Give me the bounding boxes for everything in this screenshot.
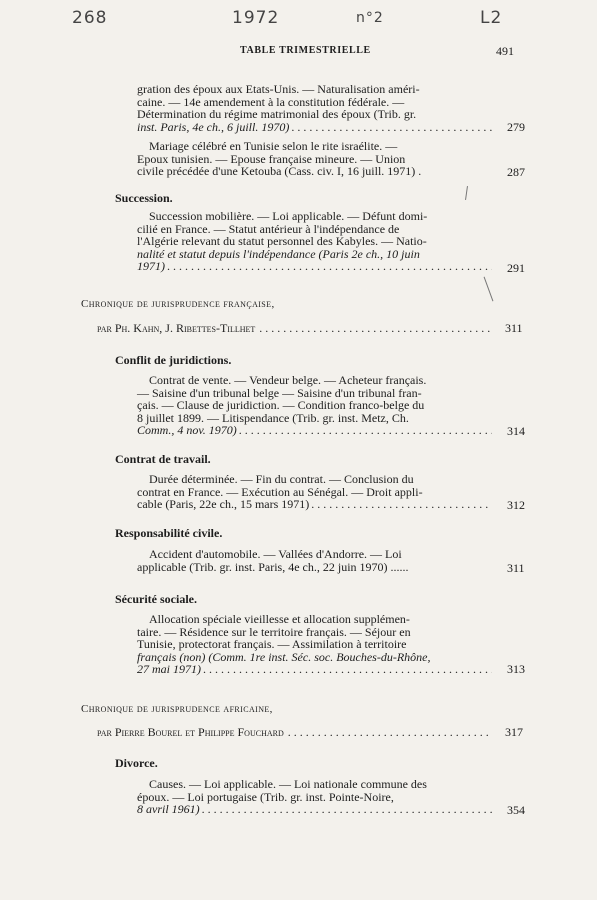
- entry-line: Tunisie, protectorat français. — Assimilation à territoire: [137, 637, 407, 652]
- entry-line: 8 avril 1961) . . .: [137, 803, 492, 816]
- entry-line: cable (Paris, 22e ch., 15 mars 1971) . . .: [137, 498, 492, 511]
- entry-line: contrat en France. — Exécution au Sénégal. — Droit appli-: [137, 484, 423, 499]
- entry-page-number: 287: [507, 165, 525, 179]
- entry-line: Mariage célébré en Tunisie selon le rite israélite. —: [149, 139, 398, 153]
- entry-page-number: 314: [507, 424, 525, 438]
- toc-entry: [137, 473, 492, 511]
- pencil-mark: [484, 277, 494, 302]
- toc-entry: [137, 548, 492, 573]
- entry-line: — Saisine d'un tribunal belge — Saisine d'un tribunal fran-: [137, 385, 422, 400]
- section-heading: Divorce.: [115, 756, 158, 770]
- toc-entry: [137, 778, 492, 816]
- toc-entry: [137, 613, 492, 676]
- entry-line: Détermination du régime matrimonial des époux (Trib. gr.: [137, 107, 417, 122]
- entry-line: 8 juillet 1899. — Litispendance (Trib. gr. inst. Metz, Ch.: [137, 410, 409, 425]
- entry-page-number: 313: [507, 662, 525, 676]
- entry-page-number: 279: [507, 120, 525, 134]
- section-heading: Conflit de juridictions.: [115, 353, 232, 367]
- entry-line: inst. Paris, 4e ch., 6 juill. 1970) . . .: [137, 121, 492, 134]
- entry-line: gration des époux aux Etats-Unis. — Naturalisation améri-: [137, 82, 420, 96]
- entry-line: 27 mai 1971) . . .: [137, 663, 492, 676]
- entry-line: Contrat de vente. — Vendeur belge. — Acheteur français.: [149, 373, 427, 387]
- page-number: 491: [496, 44, 514, 58]
- entry-line: Allocation spéciale vieillesse et allocation supplémen-: [149, 612, 410, 626]
- entry-line: nalité et statut depuis l'indépendance (Paris 2e ch., 10 juin: [137, 246, 420, 261]
- chronique-byline: par Pierre Bourel et Philippe Fouchard . . .: [97, 725, 491, 740]
- entry-line: Accident d'automobile. — Vallées d'Andorre. — Loi: [149, 547, 402, 561]
- handwritten-note-right: L2: [480, 8, 503, 28]
- section-heading: Succession.: [115, 191, 173, 205]
- chronique-byline: par Ph. Kahn, J. Ribettes-Tillhet . . .: [97, 321, 491, 336]
- chronique-title: Chronique de jurisprudence africaine,: [81, 703, 273, 715]
- entry-line: applicable (Trib. gr. inst. Paris, 4e ch., 22 juin 1970) ......: [137, 559, 409, 574]
- section-heading: Responsabilité civile.: [115, 526, 223, 540]
- entry-line: taire. — Résidence sur le territoire français. — Séjour en: [137, 624, 411, 639]
- toc-entry: [137, 83, 492, 133]
- toc-entry: [137, 210, 492, 273]
- entry-line: Causes. — Loi applicable. — Loi nationale commune des: [149, 777, 427, 791]
- toc-entry: [137, 374, 492, 437]
- entry-line: français (non) (Comm. 1re inst. Séc. soc. Bouches-du-Rhône,: [137, 649, 431, 664]
- entry-line: Epoux tunisien. — Epouse française mineure. — Union: [137, 151, 406, 166]
- handwritten-note-year: 1972: [232, 8, 280, 28]
- handwritten-note-left: 268: [72, 8, 108, 28]
- entry-page-number: 317: [505, 725, 523, 739]
- chronique-title: Chronique de jurisprudence française,: [81, 298, 275, 310]
- entry-line: caine. — 14e amendement à la constitution fédérale. —: [137, 94, 405, 109]
- pencil-mark: [465, 186, 468, 200]
- entry-line: çais. — Clause de juridiction. — Condition franco-belge du: [137, 398, 425, 413]
- entry-line: Succession mobilière. — Loi applicable. — Défunt domi-: [149, 209, 428, 223]
- toc-entry: [137, 140, 492, 178]
- entry-line: civile précédée d'une Ketouba (Cass. civ. I, 16 juill. 1971) .: [137, 164, 422, 179]
- entry-line: Comm., 4 nov. 1970) . . .: [137, 424, 492, 437]
- section-heading: Sécurité sociale.: [115, 592, 197, 606]
- entry-page-number: 291: [507, 261, 525, 275]
- entry-line: l'Algérie relevant du statut personnel des Kabyles. — Natio-: [137, 234, 427, 249]
- entry-page-number: 354: [507, 803, 525, 817]
- entry-line: cilié en France. — Statut antérieur à l'indépendance de: [137, 221, 400, 236]
- entry-line: Durée déterminée. — Fin du contrat. — Conclusion du: [149, 472, 414, 486]
- handwritten-note-issue: n°2: [356, 10, 384, 26]
- entry-page-number: 311: [507, 561, 525, 575]
- entry-page-number: 312: [507, 498, 525, 512]
- entry-line: époux. — Loi portugaise (Trib. gr. inst. Pointe-Noire,: [137, 789, 394, 804]
- section-heading: Contrat de travail.: [115, 452, 211, 466]
- entry-line: 1971) . . .: [137, 260, 492, 273]
- running-head: TABLE TRIMESTRIELLE: [240, 45, 371, 56]
- entry-page-number: 311: [505, 321, 523, 335]
